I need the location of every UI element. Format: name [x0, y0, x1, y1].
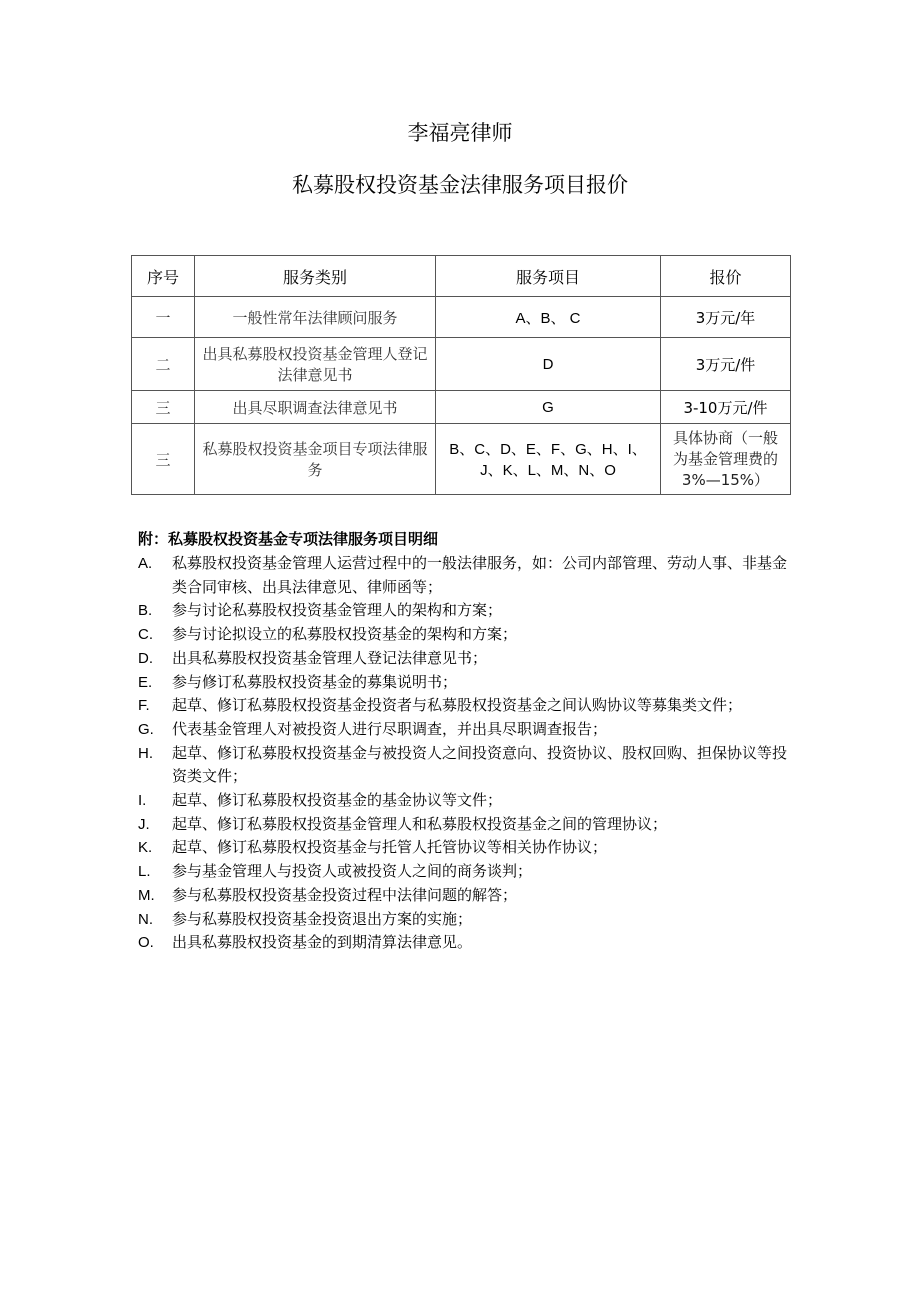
row-items: B、C、D、E、F、G、H、I、J、K、L、M、N、O — [436, 424, 661, 495]
list-item-text: 参与讨论私募股权投资基金管理人的架构和方案； — [172, 601, 503, 620]
price-table — [131, 255, 791, 495]
list-item-marker: E. — [138, 673, 153, 691]
page-title: 李福亮律师 — [407, 121, 513, 145]
list-item-marker: O. — [138, 934, 154, 952]
list-item — [138, 552, 798, 599]
list-item-marker: I. — [138, 792, 147, 810]
list-item — [138, 647, 798, 671]
header-cell: 服务类别 — [195, 256, 436, 297]
table-row — [132, 391, 791, 424]
list-item-text: 起草、修订私募股权投资基金管理人和私募股权投资基金之间的管理协议； — [172, 814, 668, 833]
row-items: D — [436, 338, 661, 391]
row-price: 具体协商（一般为基金管理费的3%—15%） — [661, 424, 791, 495]
list-item — [138, 599, 798, 623]
list-item-text: 参与基金管理人与投资人或被投资人之间的商务谈判； — [172, 862, 533, 881]
list-item-text: 参与讨论拟设立的私募股权投资基金的架构和方案； — [172, 625, 518, 644]
list-item — [138, 623, 798, 647]
list-item-text: 起草、修订私募股权投资基金的基金协议等文件； — [172, 791, 503, 810]
list-item-marker: K. — [138, 839, 153, 857]
row-price: 3万元/件 — [661, 338, 791, 391]
appendix-list — [138, 552, 798, 955]
row-price: 3万元/年 — [661, 297, 791, 338]
list-item-marker: L. — [138, 863, 151, 881]
list-item — [138, 718, 798, 742]
table-row — [132, 424, 791, 495]
list-item-text: 出具私募股权投资基金的到期清算法律意见。 — [172, 933, 473, 952]
list-item-text: 参与修订私募股权投资基金的募集说明书； — [172, 672, 458, 691]
list-item — [138, 742, 798, 789]
page-subtitle: 私募股权投资基金法律服务项目报价 — [292, 173, 628, 197]
list-item-text: 出具私募股权投资基金管理人登记法律意见书； — [172, 648, 488, 667]
list-item-marker: H. — [138, 744, 153, 762]
row-category: 私募股权投资基金项目专项法律服务 — [195, 424, 436, 495]
row-items: G — [436, 391, 661, 424]
appendix-section — [138, 528, 798, 955]
list-item-marker: A. — [138, 555, 153, 572]
list-item-text: 起草、修订私募股权投资基金与被投资人之间投资意向、投资协议、股权回购、担保协议等投资类文件； — [172, 743, 788, 786]
table-row — [132, 297, 791, 338]
list-item — [138, 789, 798, 813]
row-items: A、B、 C — [436, 297, 661, 338]
list-item-text: 参与私募股权投资基金投资退出方案的实施； — [172, 909, 473, 928]
list-item-marker: F. — [138, 697, 150, 715]
row-category: 一般性常年法律顾问服务 — [195, 297, 436, 338]
row-price: 3-10万元/件 — [661, 391, 791, 424]
list-item-text: 参与私募股权投资基金投资过程中法律问题的解答； — [172, 885, 518, 904]
list-item — [138, 884, 798, 908]
list-item — [138, 908, 798, 932]
list-item — [138, 671, 798, 695]
row-number: 一 — [132, 297, 195, 338]
list-item — [138, 860, 798, 884]
list-item-marker: G. — [138, 720, 154, 738]
list-item — [138, 931, 798, 955]
list-item — [138, 694, 798, 718]
list-item — [138, 836, 798, 860]
appendix-title: 附：私募股权投资基金专项法律服务项目明细 — [138, 530, 439, 548]
header-cell: 报价 — [661, 256, 791, 297]
row-number: 三 — [132, 424, 195, 495]
row-number: 三 — [132, 391, 195, 424]
list-item-marker: C. — [138, 626, 153, 644]
list-item-marker: D. — [138, 649, 153, 667]
table-row — [132, 338, 791, 391]
list-item-text: 代表基金管理人对被投资人进行尽职调查，并出具尽职调查报告； — [172, 719, 608, 738]
list-item-text: 起草、修订私募股权投资基金投资者与私募股权投资基金之间认购协议等募集类文件； — [172, 696, 743, 715]
header-cell: 服务项目 — [436, 256, 661, 297]
list-item-marker: N. — [138, 910, 153, 928]
row-category: 出具私募股权投资基金管理人登记法律意见书 — [195, 338, 436, 391]
row-category: 出具尽职调查法律意见书 — [195, 391, 436, 424]
list-item-marker: M. — [138, 886, 155, 904]
table-header-row — [132, 256, 791, 297]
header-cell: 序号 — [132, 256, 195, 297]
list-item-text: 起草、修订私募股权投资基金与托管人托管协议等相关协作协议； — [172, 838, 608, 857]
row-number: 二 — [132, 338, 195, 391]
list-item-marker: B. — [138, 602, 153, 620]
list-item-marker: J. — [138, 815, 150, 833]
list-item-text: 私募股权投资基金管理人运营过程中的一般法律服务，如：公司内部管理、劳动人事、非基金类合同审核、出具法律意见、律师函等； — [172, 554, 788, 596]
list-item — [138, 813, 798, 837]
